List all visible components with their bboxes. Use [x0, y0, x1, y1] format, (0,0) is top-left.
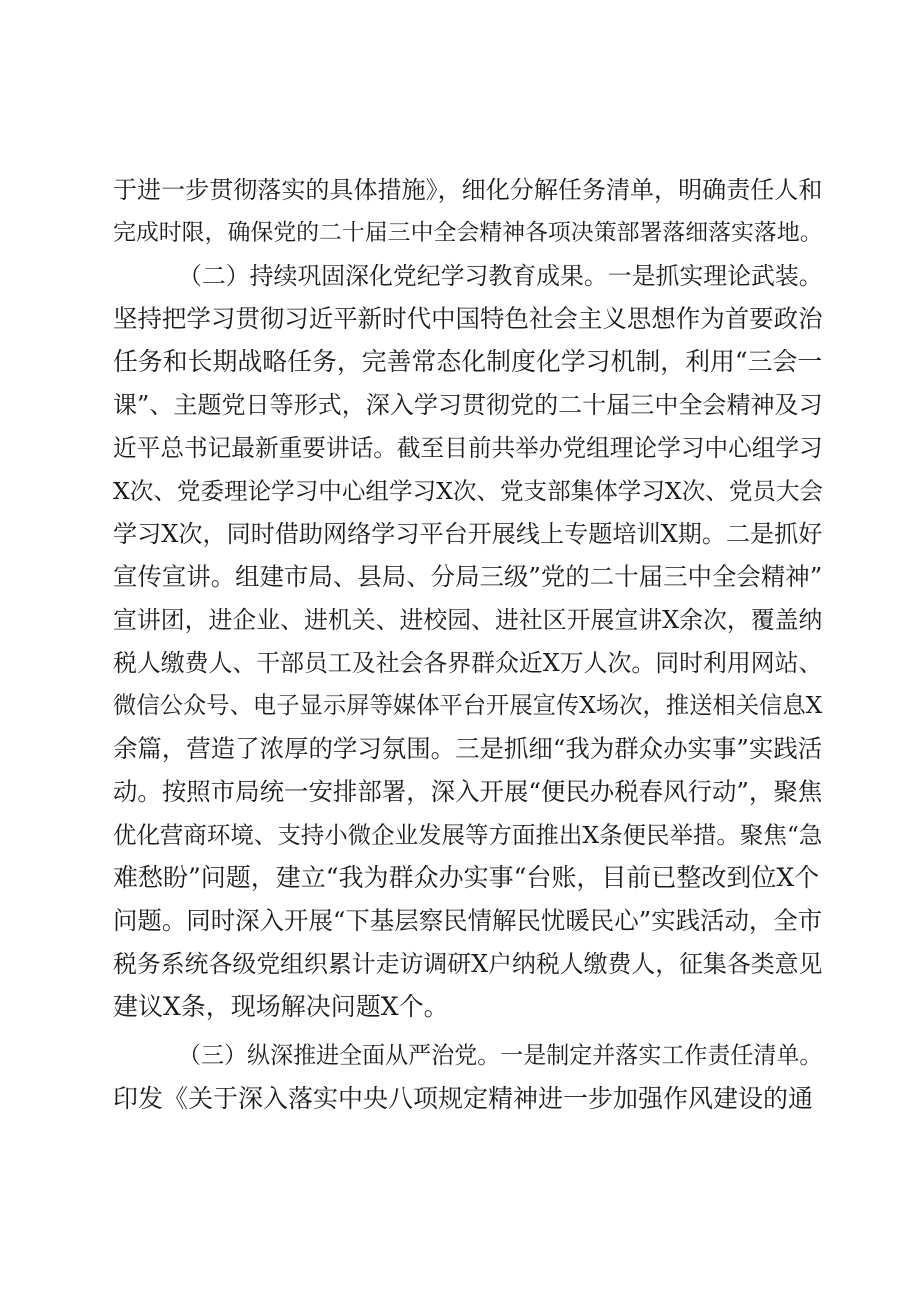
section-heading: （三）纵深推进全面从严治党。一是制定并落实工作责任清单。 — [178, 1043, 823, 1069]
text-line: 税务系统各级党组织累计走访调研X户纳税人缴费人，征集各类意见 — [113, 950, 823, 978]
text-line: 于进一步贯彻落实的具体措施》，细化分解任务清单，明确责任人和 — [113, 176, 823, 204]
text-line: 动。按照市局统一安排部署，深入开展“便民办税春风行动”，聚焦 — [113, 777, 823, 806]
text-line: 课”、主题党日等形式，深入学习贯彻党的二十届三中全会精神及习 — [113, 391, 823, 419]
text-line: 近平总书记最新重要讲话。截至目前共举办党组理论学习中心组学习 — [113, 434, 823, 462]
text-line: 税人缴费人、干部员工及社会各界群众近X万人次。同时利用网站、 — [113, 649, 823, 677]
text-line: 难愁盼”问题，建立“我为群众办实事“台账，目前已整改到位X个 — [113, 863, 820, 892]
text-line: 坚持把学习贯彻习近平新时代中国特色社会主义思想作为首要政治 — [113, 304, 823, 333]
text-line: 优化营商环境、支持小微企业发展等方面推出X条便民举措。聚焦“急 — [113, 821, 823, 849]
text-line: 任务和长期战略任务，完善常态化制度化学习机制，利用“三会一 — [113, 347, 823, 376]
text-line: 宣传宣讲。组建市局、县局、分局三级”党的二十届三中全会精神” — [113, 562, 823, 591]
text-line: 问题。同时深入开展“下基层察民情解民忧暖民心”实践活动，全市 — [113, 906, 823, 935]
text-line: X次、党委理论学习中心组学习X次、党支部集体学习X次、党员大会 — [113, 477, 824, 505]
text-line: 宣讲团，进企业、进机关、进校园、进社区开展宣讲X余次，覆盖纳 — [113, 606, 823, 634]
text-line: 余篇，营造了浓厚的学习氛围。三是抓细“我为群众办实事”实践活 — [113, 734, 823, 763]
text-line: 印发《关于深入落实中央八项规定精神进一步加强作风建设的通 — [113, 1084, 814, 1113]
text-line: 学习X次，同时借助网络学习平台开展线上专题培训X期。二是抓好 — [113, 520, 823, 548]
text-line: 微信公众号、电子显示屏等媒体平台开展宣传X场次，推送相关信息X — [113, 692, 823, 719]
text-line: 建议X条，现场解决问题X个。 — [113, 992, 449, 1021]
text-line: 完成时限，确保党的二十届三中全会精神各项决策部署落细落实落地。 — [113, 220, 823, 246]
section-heading: （二）持续巩固深化党纪学习教育成果。一是抓实理论武装。 — [178, 262, 823, 290]
